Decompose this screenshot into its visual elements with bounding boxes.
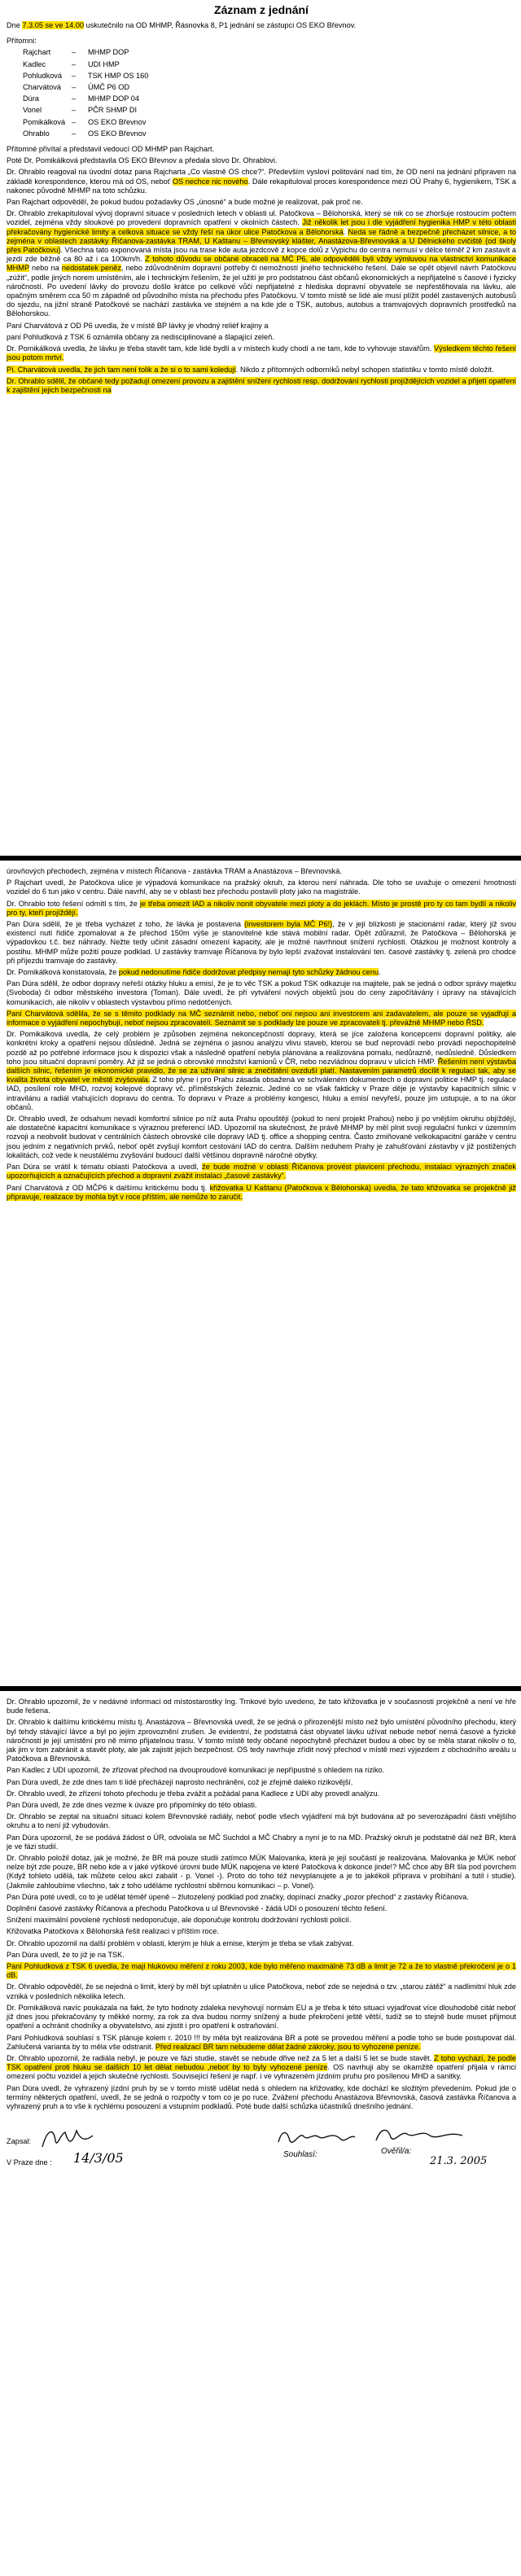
attendee-row: Pohludková – TSK HMP OS 160 [23,71,149,80]
paragraph: Dr. Ohrablo se zeptal na situační situaci kolem Břevnovské radiály, neboť podle všech vyjádření má být budována až po severozápadní části vnějšího okruhu a to není již vybudován. [7,1812,516,1830]
paragraph: Dr. Pomikálková konstatovala, že pokud nedonutíme řidiče dodržovat předpisy nemají tyto schůzky žádnou cenu. [7,968,381,977]
paragraph: Přítomné přivítal a představil vedoucí OD MHMP pan Rajchart. [7,145,215,154]
attendee-row: Dúra – MHMP DOP 04 [23,94,139,103]
paragraph: Pan Rajchart odpověděl, že pokud budou požadavky OS „únosné“ a bude možné je realizovat, pak proč ne. [7,198,363,207]
verifier-signature [373,2123,471,2147]
paragraph: Pan Dúra uvedl, že zde dnes vezme k úvaze pro připomínky do této oblasti. [7,1801,257,1810]
paragraph: Dr. Pomikálková navíc poukázala na fakt, že tyto hodnoty zdaleka nevyhovují normám EU a je třeba k této situaci vyjadřovat více dlouhodobě citát neboť již dnes jsou překračovány ty měkké normy, za rok za dva budou normy snížený a bude překročení ještě větší, tudíž se to stejně bude muset přijmout opatření a ochránit chodníky a obyvatelstvo, asi zjistit i pro opatření k ostraňování. [7,2003,516,2031]
document-title: Záznam z jednání [214,3,309,16]
paragraph: Pan Dúra uvedl, že vyhrazený jízdní pruh by se v tomto místě udělat nedá s ohledem na křižovatky, kde dochází ke složitým převedením. Pokud jde o termíny některých opatření, uvedl, že se jedná o rozpočty v tom co je po ruce. Zvážení přechodu Anastázova Břevnovská, časová zastávka Říčanova a vyhrazený pruh a to vše k rychlému posouzení a vstupním podkladů. Poté bude další schůzka účastníků dnešního jednání. [7,2083,516,2110]
paragraph: Křižovatka Patočkova x Bělohorská řešit realizaci v příštím roce. [7,1927,219,1936]
paragraph: Pan Dúra uvedl, že to již je na TSK. [7,1950,125,1959]
paragraph: Paní Pohludková z TSK 6 uvedla, že mají hlukovou měření z roku 2003, kde bylo měřeno maximálně 73 dB a limit je 72 a že to vlastně překročení je o 1 dB. [7,1962,516,1980]
paragraph: Dr. Ohrablo uvedl, že zřízení tohoto přechodu je třeba zvážit a požádal pana Kadlece z UDI aby provedl analýzu. [7,1789,380,1798]
approved-label: Souhlasí: [283,2150,317,2160]
paragraph: Paní Pohludková souhlasí s TSK plánuje kolem r. 2010 !!! by měla být realizována BR a poté se provedou měření a podle toho se bude postupovat dál. Zahlučená varianta by to měla vše odstranit. Před realizací BR tam nebudeme dělat žádné zákroky, jsou to vyhozené peníze. [7,2033,516,2051]
section-page-3 [0,1693,521,2576]
paragraph: Pan Dúra upozornil, že se podává žádost o ÚR, odvolala se MČ Suchdol a MČ Chabry a nyní je to na MD. Pražský okruh je podstatně dál než BR, která je ve fázi studií. [7,1833,516,1851]
attendee-row: Ohrablo – OS EKO Břevnov [23,129,147,138]
paragraph: Pan Kadlec z UDI upozornil, že zřizovat přechod na dvouproudové komunikaci je nepřípustné s ohledem na riziko. [7,1766,385,1775]
paragraph: Paní Charvátová z OD MČP6 k dalšímu kritickému bodu tj. křižovatka U Kaštanu (Patočkova x Bělohorská) uvedla, že tato křižovatka se projekčně již připravuje, realizace by mohla být v roce příštím, ale nemůže to zaručit. [7,1183,516,1201]
signing-date: 14/3/05 [73,2150,124,2166]
paragraph: Dr. Ohrablo odpověděl, že se nejedná o limit, který by měl být uplatněn u ulice Patočkova, neboť zde se nejedná o tzv. „starou zátěž“ a nadlimitní hluk zde vzniká v posledních několika letech. [7,1982,516,2000]
attendees-list [7,48,516,138]
page-separator [0,856,521,861]
paragraph: Pí. Charvátová uvedla, že jich tam není tolik a že si o to sami koledují. Nikdo z přítomných odborníků nebyl schopen statistiku v tomto místě doložit. [7,365,494,374]
intro-paragraph: Dne 7.3.05 se ve 14.00 uskutečnilo na OD MHMP, Řásnovka 8, P1 jednání se zástupci OS EKO Břevnov. [7,21,357,29]
paragraph: Dr. Ohrablo sdělil, že občané tedy požadují omezení provozu a zajištění snížení rychlosti resp. dodržování rychlosti projíždějících vozidel a přijetí opatření k zajištění jejich bezpečnosti na [7,376,516,394]
recorded-by-label: Zapsal: [7,2137,32,2146]
date-label: V Praze dne : [7,2158,52,2167]
paragraph: Snížení maximální povolené rychlosti nedoporučuje, ale doporučuje kontrolu dodržování rychlosti policií. [7,1916,352,1925]
page-separator [0,1686,521,1691]
paragraph: Dr. Pomikálková uvedla, že celý problém je způsoben zejména nekoncepčností dopravy, která se jíce založena koncepcemi dopravní politiky, ale konkrétní kroky a opatření nejsou důsledně. Jedná se zejména o jasnou analýzu vlivu staveb, kterou se buď neprovádí nebo provádí nepochopitelně pozdě až po potřebné informace jsou k dispozici však a následně opatření nebyla plánována a realizována pomalu, nedůrazně, nedůsledně. Důsledkem toho jsou situační dopravní poměry. Až již se jedná o obrovské množství kamionů v ČR, nebo nezvládnou dopravu v ulicích HMP. Řešením není výstavba dalších silnic, řešením je ekonomické pravidlo, že se za užívání silnic a znečištění ovzduší platí. Nastavením parametrů docílit k regulaci tak, aby se kvalita života obyvatel ve městě zvyšovala. Z toho plyne i pro Prahu zásada obsažená ve schváleném dokumentech o dopravní politice HMP tj. regulace IAD, posílení role MHD, rozvoj kolejové dopravy vč. příměstských železnic. Jediné co se však fakticky v Praze děje je výstavby kapacitních silnic v intravilánu a radiál vtahujících dopravu do centra. To dopravu v Praze a problémy kongesci, hluku a emisí nevyřeší, pouze jim ustupuje, a to na úkor občanů. [7,1030,516,1111]
paragraph: úrovňových přechodech, zejména v místech Říčanova - zastávka TRAM a Anastázova – Břevnovská. [7,867,342,875]
verified-label: Ověřil/a: [381,2147,412,2157]
attendees-label: Přítomni: [7,37,37,46]
paragraph: P Rajchart uvedl, že Patočkova ulice je výpadová komunikace na pražský okruh, za kterou není náhrada. Dle toho se uvažuje o omezení hmotnosti vozidel do 6 tun jako v centru. Dále navrhl, aby se v oblasti bez přechodu postavili ploty jako na magistrále. [7,878,516,896]
paragraph: Paní Charvátová sdělila, že se s těmito podklady na MČ seznámit nebo, neboť oni nejsou ani investorem ani zadavatelem, ale pouze se vyjadřují a informace o vyjádření nepochybují, neboť nejsou zpracovatelí. Seznámit se s podklady lze pouze ve zpracovateli tj. převážně MHMP nebo ŘSD. [7,1009,516,1027]
attendee-row: Rajchart – MHMP DOP [23,48,129,57]
paragraph: Dr. Pomikálková uvedla, že lávku je třeba stavět tam, kde lidé bydlí a v místech kudy chodí a ne tam, kde to vyhovuje stavařům. Výsledkem těchto řešení jsou potom mrtví. [7,344,516,362]
paragraph: Dr. Ohrablo uvedl, že odsahum nevadí komfortní silnice po níž auta Prahu opouštějí (pokud to není projekt Prahou) nebo ji po vnějším okruhu objíždějí, ale dostatečné kapacitní komunikace s výraznou preferencí IAD. Upozornil na skutečnost, že právě MHMP by měl plnit svoji regulační funkci v územním rozvoji a neobvolit budovat v centrálních částech obrovské cíle dopravy IAD tj. office a shopping centra. Často zmiňované velkokapacitní garáže v centru jsou jedním z negativních prvků, neboť opět zvyšují komfort cestování IAD do centra. Dalším neduhem Prahy je zahušťování zástavby v již postižených lokalitách, což vede k neustálému zvyšování budoucí další většinou dopravně náročné obytky. [7,1115,516,1159]
paragraph: Dr. Ohrablo k dalšímu kritickému místu tj. Anastázova – Břevnovská uvedl, že se jedná o přirozenější místo než bylo umístění původního přechodu, který byl tehdy stávající lávce a byl po jejím zprovoznění zrušen. Je evidentní, že podstatná část obyvatel lávku užívat nebude neboť nemá časové a fyzické náročnosti je její umístění pro ně mimo přijatelnou trasu. V tomto místě tedy občané nepochybně přecházet budou a obec by se měla starat nikoliv o to, jak jim v tom zabránit a stavět ploty, ale jak zajistit jejich bezpečnost. OS tedy navrhuje zřídit nový přechod v místě mezi výjezdem z obchodního areálu u Patočkova a Břevnovská. [7,1718,516,1763]
paragraph: paní Pohludková z TSK 6 oznámila občany za nedisciplinované a šlapající zeleň. [7,332,274,341]
signature-block [7,2123,516,2171]
section-page-2 [0,862,521,1686]
section-page-1 [0,0,521,856]
paragraph: Doplnění časové zastávky Říčanova a přechodu Patočkova u ul Břevnovské - žádá UDI o posouzení těchto řešení. [7,1904,387,1913]
paragraph: Paní Charvátová z OD P6 uvedla, že v místě BP lávky je vhodný reliéf krajiny a [7,321,269,330]
paragraph: Pan Dúra sdělil, že je třeba vycházet z toho, že lávka je postavena (investorem byla MČ P6!), že v její blízkosti je stacionární radar, který již svou existencí nutí řidiče zpomalovat a že přechod 150m výše je stanovitelné kde stává mobilní radar. Opět zdůraznil, že Patočkova – Bělohorská je výpadovkou t.č. bez náhrady. Nežte tedy učinit zásadní omezení kapacity, ale je možné navrhnout snížení rychlosti. Otázkou je možnost kontroly a postihu. MHMP může požití pouze podklad. U zastávky tramvaje Říčanova by bylo lepší zvažovat instalování ten. časové zastávky tj. zelená pro chodce při příjezdu tramvaje do zastávky. [7,920,517,965]
approver-signature [275,2123,357,2152]
paragraph: Pan Dúra poté uvedl, co to je udělat téměř úpeně – žlutozelený podklad pod značky, dopínací značky „pozor přechod“ z zastávky Říčanova. [7,1892,469,1901]
recorder-signature [39,2124,96,2152]
meeting-date: 7.3.05 se ve 14.00 [22,21,85,29]
attendee-row: Kadlec – UDI HMP [23,59,120,68]
paragraph: Dr. Ohrablo zrekapituloval vývoj dopravní situace v posledních letech v oblasti ul. Patočkova – Bělohorská, který se nik co se zhoršuje rostoucím počtem vozidel, zejména vždy sloukové po provedení dopravních opatření v okolních částech. Již několik let jsou i dle vyjádření hygienika HMP v této oblasti překračovány hygienické limity a celková situace se vždy řeší na úkor ulice Patočkova a Bělohorská. Nedá se řádně a bezpečně přecházet silnice, a to zejména v oblastech zastávky Říčanova-zastávka TRAM, U Kaštanu – Břevnovský klášter, Anastázova-Břevnovská a U Dělnického cvičiště (od školy přes Patočkovu). Všechna tato exponovaná místa jsou na trase kde auta jezdcově z kopce dolů z Vypichu do centra nemusí v délce téměř 2 km zastavit a jezdí zde běžně ca 80 až i ca 100km/h. Z tohoto důvodu se občané obraceli na MČ P6, ale odpověděli byli vždy výmluvou na vlastnictví komunikace MHMP nebo na nedostatek peněz, nebo zdůvodněním dopravní potřeby či nemožností jiného technického řešení. Dále se opět objevil návrh Patočkovu „zúžit“, podle jiných norem umístěním, ale i technickým řešením, že jel užití je pro podstatnou část občanů ekonomických a nepřijatelné s časové i fyzicky náročností. Po uvedení lávky do provozu došlo krátce po celkové vůči nepřijatelné z hlediska dopravní obyvatele se nepřestěhovala na lávku, ale opačným směrem cca 50 m západně od původního místa na přechodu přes Patočkovu. V tomto místě se lidé ale musí plížit podél zastavených autobusů do sjezdu, na jižní straně Patočkové se nachází zastávka ve stejném a na kde jde o TSK, autobus, autobus a tramvajových dopravních prostředků na Bělohorskou. [7,209,516,318]
paragraph: Dr. Ohrablo reagoval na úvodní dotaz pana Rajcharta „Co vlastně OS chce?“. Především vysloví politování nad tím, že OD není na jednání připraven na základě korespondence, kterou má od OS, neboť OS nechce nic nového. Dále rekapituloval proces korespondence mezi OÚ Prahy 6, hygienikem, TSK a nakonec původně MHMP na toto schůzku. [7,168,516,195]
attendee-row: Charvátová – ÚMČ P6 OD [23,83,130,92]
paragraph: Dr. Ohrablo upozornil, že v nedávné informaci od místostarostky Ing. Trnkové bylo uvedeno, že tato křižovatka je v současnosti projekčně a není ve hře bude řešena. [7,1698,516,1715]
paragraph: Dr. Ohrablo položil dotaz, jak je možné, že BR má pouze studii zatímco MÚK Malovanka, která je její součástí je realizována. Malovanka je MÚK neboť nelze být zde pouze, BR nebo kde a v jaké výškové úrovni bude MÚK napojena ve které Patočkova k dokonce jinde!? MČ chce aby BR šla pod povrchem (Když tohleto udělá, tak můžete celou akci zabalit - p. Vonel -). Proto do toho též nevyplanujete a je to jakékoli příprava v probíhání a tutil i studie). (Jakmile zahloubíme všechno, tak z toho uděláme rychlostní sběrnou komunikaci – p. Vonel). [7,1854,516,1890]
paragraph: Dr. Ohrablo toto řešení odmítl s tím, že je třeba omezit IAD a nikoliv nonit obyvatele mezi ploty a do jeklách. Místo je prostě pro ty co tam bydlí a nikoliv pro ty, kteří projíždějí. [7,899,516,917]
approval-date: 21.3. 2005 [430,2155,488,2168]
paragraph: Pan Dúra uvedl, že zde dnes tam ti lidé přecházejí naprosto nechráněni, což je zřejmě daleko rizikovější. [7,1777,353,1786]
paragraph: Pan Dúra se vrátil k tématu oblasti Patočkova a uvedl, že bude možné v oblasti Říčanova provést plavicení přechodu, instalaci výrazných značek upozorňujících a označujících přechod a dopravní zvážit instalaci „časové zastávky“. [7,1163,516,1181]
paragraph: Poté Dr. Pomikálková představila OS EKO Břevnov a předala slovo Dr. Ohrablovi. [7,156,278,165]
attendee-row: Vonel – PČR SHMP DI [23,106,138,115]
paragraph: Dr. Ohrablo upozornil na další problém v oblasti, kterým je hluk a emise, kterým je třeba se však zabývat. [7,1939,354,1947]
paragraph: Dr. Ohrablo upozornil, že radiála nebyl, je pouze ve fázi studie, stavět se nebude dřive než za 5 let a další 5 let se bude stavět. Z toho vychází, že podle TSK opatření proti hluku se dalších 10 let dělat nebudou ,neboť by to byly vyhozené peníze. OS navrhuji aby se okamžitě opatření přijala v rámci omezení počtu vozidel a jejich skutečné rychlosti. Související řešení je např. i ve vyhrazeném jízdním pruhu pro posílenou MHD a sanitky. [7,2053,516,2081]
paragraph: Pan Dúra sdělil, že odbor dopravy neřeší otázky hluku a emisí, že je to věc TSK a pokud TSK odkazuje na majitele, pak se jedná o odbor správy majetku (Svoboda) či odbor městského investora (Toman). Dále uvedl, že při vytváření nových objektů jsou do ceny započítávány i úpravy na stávajících komunikacích, ale nikoliv v oblastech výstavbou přímo nedotčených. [7,979,516,1006]
attendee-row: Pomikálková – OS EKO Břevnov [23,117,147,126]
